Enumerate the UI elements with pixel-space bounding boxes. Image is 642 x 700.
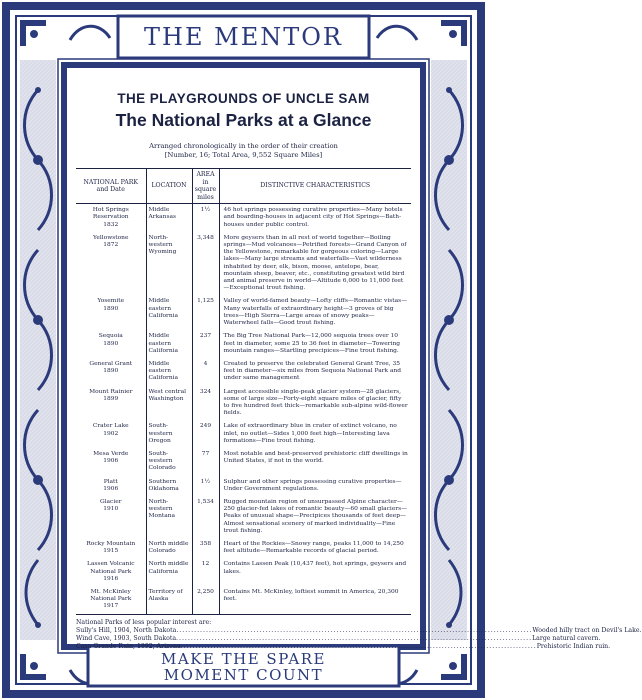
totals-note: [Number, 16; Total Area, 9,552 Square Miles] — [164, 151, 323, 159]
lesser-parks-section — [76, 618, 642, 651]
table-row — [76, 496, 411, 538]
table-row — [76, 558, 411, 586]
park-characteristics: Contains Mt. McKinley, loftiest summit in America, 20,300 feet. — [219, 586, 411, 614]
park-area: 324 — [192, 386, 219, 421]
park-characteristics: Valley of world-famed beauty—Lofty cliffs—Romantic vistas—Many waterfalls of extraordinary height—3 groves of big trees—High Sierra—Large areas of snowy peaks—Waterwheel falls—Good trout fishing. — [219, 295, 411, 330]
park-location: Territory of Alaska — [146, 586, 192, 614]
park-characteristics: More geysers than in all rest of world together—Boiling springs—Mud volcanoes—Petrified forests—Grand Canyon of the Yellowstone, remarkable for gorgeous coloring—Large lakes—Many large streams and waterfalls—Vast wilderness inhabited by deer, elk, bison, moose, antelope, bear, mountain sheep, beaver, etc., constituting greatest wild bird and animal preserve in world—Altitude 6,000 to 11,000 feet—Exceptional trout fishing. — [219, 232, 411, 296]
park-location: Middle Arkansas — [146, 204, 192, 232]
table-header-row — [76, 169, 411, 204]
park-name-cell — [76, 476, 146, 496]
park-date: 1916 — [103, 575, 119, 582]
park-name: Yosemite — [97, 298, 125, 305]
park-location: Middle eastern California — [146, 330, 192, 358]
park-location: Middle eastern California — [146, 295, 192, 330]
park-name-cell — [76, 358, 146, 386]
park-area: 4 — [192, 358, 219, 386]
park-name-cell — [76, 330, 146, 358]
parks-table — [76, 168, 411, 615]
column-header-area: AREA in square miles — [192, 169, 219, 204]
park-name: Sequoia — [98, 333, 123, 340]
table-row — [76, 358, 411, 386]
park-characteristics: 46 hot springs possessing curative properties—Many hotels and boarding-houses in adjacent city of Hot Springs—Bath-houses under public control. — [219, 204, 411, 232]
park-name-cell — [76, 448, 146, 476]
park-location: Southern Oklahoma — [146, 476, 192, 496]
park-date: 1832 — [103, 221, 119, 228]
column-header-characteristics: DISTINCTIVE CHARACTERISTICS — [219, 169, 411, 204]
park-characteristics: The Big Tree National Park—12,000 sequoia trees over 10 feet in diameter, some 25 to 36 feet in diameter—Towering mountain ranges—Startling precipices—Fine trout fishing. — [219, 330, 411, 358]
park-location: North middle California — [146, 558, 192, 586]
park-name: Hot Springs Reservation — [92, 207, 129, 221]
park-name: Glacier — [99, 498, 122, 505]
park-area: 249 — [192, 420, 219, 448]
lesser-park-name: Wind Cave, 1903, South Dakota — [76, 634, 177, 642]
park-name: Yellowstone — [93, 234, 129, 241]
park-location: West central Washington — [146, 386, 192, 421]
column-header-park: NATIONAL PARK and Date — [76, 169, 146, 204]
page-subheading: The National Parks at a Glance — [115, 110, 372, 130]
park-characteristics: Created to preserve the celebrated General Grant Tree, 35 feet in diameter—six miles from Sequoia National Park and under same management — [219, 358, 411, 386]
list-item — [76, 634, 601, 643]
park-name: Rocky Mountain — [86, 540, 136, 547]
park-location: North-western Wyoming — [146, 232, 192, 296]
park-area: 1½ — [192, 204, 219, 232]
park-name-cell — [76, 538, 146, 558]
park-area: 358 — [192, 538, 219, 558]
park-date: 1910 — [103, 506, 119, 513]
park-date: 1890 — [103, 368, 119, 375]
footer-slogan-line-1: MAKE THE SPARE — [161, 650, 326, 668]
list-item — [76, 626, 642, 635]
table-row — [76, 232, 411, 296]
lesser-parks-list — [76, 626, 642, 651]
park-characteristics: Largest accessible single-peak glacier system—28 glaciers, some of large size—Forty-eight square miles of glacier, fifty to five hundred feet thick—remarkable sub-alpine wild-flower fields. — [219, 386, 411, 421]
park-name: Mt. McKinley National Park — [90, 588, 132, 603]
park-area: 3,348 — [192, 232, 219, 296]
leader-dots: ........................................................................................................................ — [176, 634, 533, 642]
park-date: 1890 — [103, 305, 119, 312]
page-heading: THE PLAYGROUNDS OF UNCLE SAM — [117, 91, 370, 106]
park-name: Mesa Verde — [93, 450, 129, 457]
park-date: 1872 — [103, 242, 119, 249]
park-name-cell — [76, 204, 146, 232]
park-name: Crater Lake — [92, 423, 129, 430]
park-name-cell — [76, 386, 146, 421]
park-name-cell — [76, 420, 146, 448]
leader-dots: ........................................................................................................................ — [180, 642, 537, 650]
park-name: General Grant — [89, 360, 133, 367]
park-characteristics: Most notable and best-preserved prehistoric cliff dwellings in United States, if not in the world. — [219, 448, 411, 476]
parks-table-body — [76, 204, 411, 614]
column-header-location: LOCATION — [146, 169, 192, 204]
park-date: 1906 — [103, 458, 119, 465]
park-name: Mount Rainier — [89, 388, 133, 395]
park-name-cell — [76, 232, 146, 296]
park-area: 1,125 — [192, 295, 219, 330]
masthead-title: THE MENTOR — [144, 23, 343, 51]
park-name: Platt — [103, 478, 118, 485]
park-location: North-western Montana — [146, 496, 192, 538]
lesser-park-name: Sully's Hill, 1904, North Dakota — [76, 626, 177, 634]
park-name: Lassen Volcanic National Park — [86, 561, 135, 575]
park-location: South-western Colorado — [146, 448, 192, 476]
park-location: South-western Oregon — [146, 420, 192, 448]
park-area: 237 — [192, 330, 219, 358]
park-area: 1½ — [192, 476, 219, 496]
lesser-park-note: Prehistoric Indian ruin. — [536, 642, 611, 650]
park-name-cell — [76, 496, 146, 538]
park-characteristics: Heart of the Rockies—Snowy range, peaks 11,000 to 14,250 feet altitude—Remarkable records of glacial period. — [219, 538, 411, 558]
table-row — [76, 420, 411, 448]
park-name-cell — [76, 295, 146, 330]
table-row — [76, 295, 411, 330]
lesser-park-note: Wooded hilly tract on Devil's Lake. — [532, 626, 642, 634]
park-date: 1917 — [103, 603, 119, 610]
park-location: North middle Colorado — [146, 538, 192, 558]
park-area: 12 — [192, 558, 219, 586]
park-area: 77 — [192, 448, 219, 476]
park-date: 1890 — [103, 340, 119, 347]
park-area: 2,250 — [192, 586, 219, 614]
park-name-cell — [76, 558, 146, 586]
park-name-cell — [76, 586, 146, 614]
park-date: 1899 — [103, 395, 119, 402]
park-characteristics: Rugged mountain region of unsurpassed Alpine character—250 glacier-fed lakes of romantic beauty—60 small glaciers—Peaks of unusual shape—Precipices thousands of feet deep—Almost sensational scenery of marked individuality—Fine trout fishing. — [219, 496, 411, 538]
park-date: 1902 — [103, 430, 119, 437]
article-page — [70, 71, 642, 650]
arrangement-note: Arranged chronologically in the order of their creation — [149, 142, 338, 150]
leader-dots: ........................................................................................................................ — [176, 626, 533, 634]
park-date: 1906 — [103, 485, 119, 492]
park-characteristics: Contains Lassen Peak (10,437 feet), hot springs, geysers and lakes. — [219, 558, 411, 586]
park-area: 1,534 — [192, 496, 219, 538]
table-row — [76, 448, 411, 476]
table-row — [76, 538, 411, 558]
table-row — [76, 476, 411, 496]
lesser-park-name: Casa Grande Ruin, 1892, Arizona — [76, 642, 181, 650]
table-row — [76, 586, 411, 614]
park-date: 1915 — [103, 548, 119, 555]
park-location: Middle eastern California — [146, 358, 192, 386]
table-row — [76, 330, 411, 358]
park-characteristics: Sulphur and other springs possessing curative properties—Under Government regulations. — [219, 476, 411, 496]
table-row — [76, 204, 411, 232]
park-characteristics: Lake of extraordinary blue in crater of extinct volcano, no inlet, no outlet—Sides 1,000 feet high—Interesting lava formations—Fine trout fishing. — [219, 420, 411, 448]
lesser-park-note: Large natural cavern. — [532, 634, 601, 642]
table-row — [76, 386, 411, 421]
lesser-parks-title: National Parks of less popular interest are: — [76, 618, 212, 626]
footer-slogan-line-2: MOMENT COUNT — [163, 666, 324, 684]
